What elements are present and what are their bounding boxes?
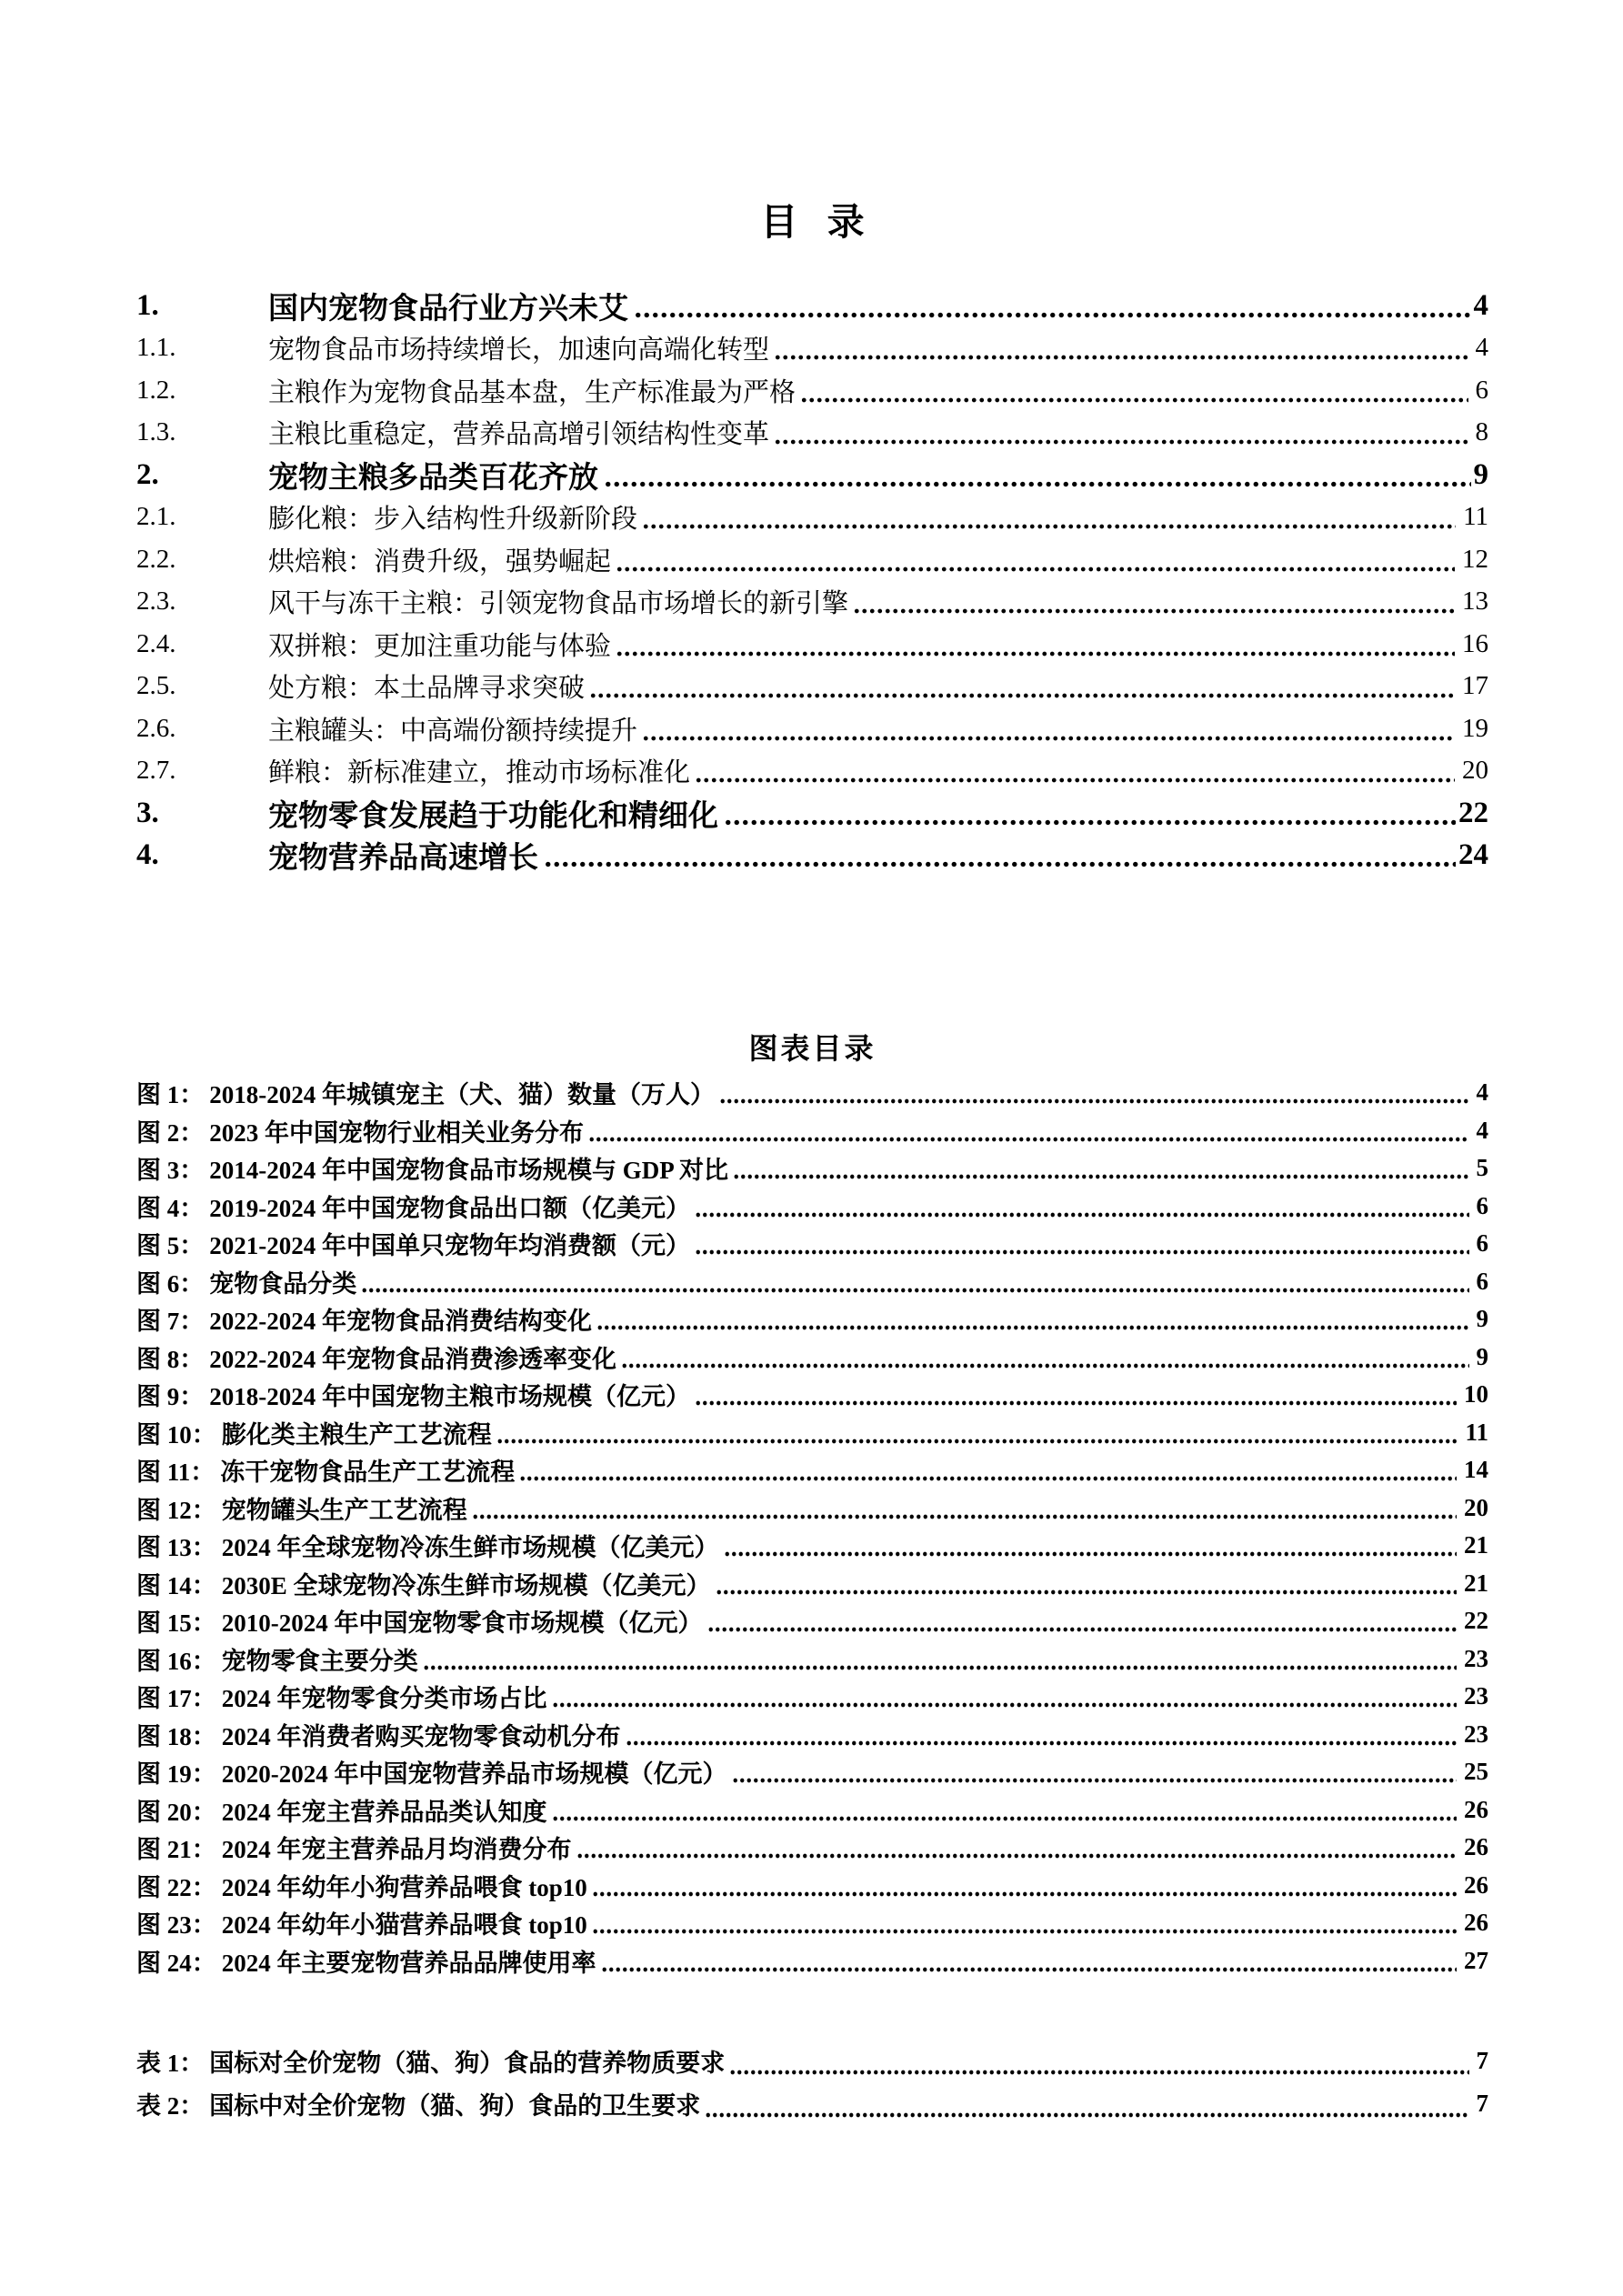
toc-entry-number: 4. [136, 838, 159, 872]
toc-entry[interactable] [136, 835, 1488, 877]
figure-entry-page: 26 [1464, 1833, 1488, 1861]
figure-entry[interactable] [136, 1565, 1488, 1603]
figure-entry-label: 2020-2024 年中国宠物营养品市场规模（亿元） [221, 1760, 727, 1789]
figure-entry[interactable] [136, 1300, 1488, 1338]
figure-entry-number: 图 5： [136, 1232, 205, 1260]
figure-entry-label: 宠物食品分类 [209, 1269, 357, 1298]
figure-entry-page: 23 [1464, 1719, 1488, 1748]
toc-entry-number: 2.3. [136, 587, 176, 617]
table-entry-page: 7 [1476, 2090, 1488, 2117]
figure-entry-page: 5 [1476, 1154, 1488, 1182]
figure-list [136, 1074, 1488, 1980]
dot-leader [601, 1942, 1458, 1980]
toc-page-title: 目 录 [760, 201, 865, 243]
figure-entry-page: 11 [1465, 1418, 1488, 1446]
figure-entry[interactable] [136, 1263, 1488, 1301]
toc-entry-label: 宠物零食发展趋于功能化和精细化 [268, 799, 718, 833]
figures-toc-title: 图表目录 [748, 1032, 877, 1065]
dot-leader [544, 835, 1456, 877]
toc-entry[interactable] [136, 327, 1488, 370]
figure-entry-number: 图 16： [136, 1647, 216, 1675]
dot-leader [423, 1640, 1457, 1679]
toc-entry-page: 4 [1475, 333, 1488, 363]
figure-entry[interactable] [136, 1112, 1488, 1150]
dot-leader [729, 2040, 1468, 2082]
toc-entry-page: 6 [1475, 375, 1488, 405]
figure-entry[interactable] [136, 1829, 1488, 1867]
toc-entry[interactable] [136, 750, 1488, 793]
figure-entry[interactable] [136, 1149, 1488, 1188]
dot-leader [592, 1904, 1457, 1942]
dot-leader [695, 1225, 1469, 1263]
toc-entry-label: 风干与冻干主粮：引领宠物食品市场增长的新引擎 [268, 589, 849, 619]
dot-leader [695, 750, 1455, 793]
toc-entry-label: 烘焙粮：消费升级，强势崛起 [268, 546, 612, 577]
toc-entry-number: 2. [136, 457, 159, 491]
toc-entry-label: 宠物食品市场持续增长，加速向高端化转型 [268, 336, 770, 366]
dot-leader [705, 2082, 1468, 2125]
figure-entry-label: 2022-2024 年宠物食品消费结构变化 [209, 1308, 592, 1336]
figure-entry-label: 2018-2024 年中国宠物主粮市场规模（亿元） [209, 1383, 690, 1411]
table-entry-number: 表 2： [136, 2092, 205, 2120]
toc-entry-number: 1.3. [136, 417, 176, 447]
figure-entry-label: 2030E 全球宠物冷冻生鲜市场规模（亿美元） [221, 1571, 711, 1599]
table-entry-label: 国标中对全价宠物（猫、狗）食品的卫生要求 [209, 2092, 701, 2120]
dot-leader [616, 538, 1455, 581]
toc-entry-page: 16 [1462, 628, 1488, 658]
toc-entry-number: 2.1. [136, 502, 176, 532]
figure-entry-label: 宠物零食主要分类 [221, 1647, 418, 1675]
figure-entry[interactable] [136, 1338, 1488, 1377]
toc-entry-label: 鲜粮：新标准建立，推动市场标准化 [268, 758, 691, 788]
toc-entry[interactable] [136, 623, 1488, 666]
figure-entry-page: 10 [1464, 1380, 1488, 1409]
dot-leader [519, 1451, 1457, 1489]
dot-leader [774, 327, 1468, 370]
dot-leader [732, 1753, 1458, 1791]
dot-leader [589, 666, 1455, 708]
dot-leader [472, 1489, 1457, 1528]
dot-leader [695, 1376, 1457, 1414]
dot-leader [626, 1716, 1458, 1754]
figure-entry-number: 图 17： [136, 1685, 216, 1713]
figure-entry-number: 图 23： [136, 1911, 216, 1940]
toc-entry-page: 13 [1462, 587, 1488, 617]
dot-leader [724, 792, 1456, 835]
figure-entry[interactable] [136, 1451, 1488, 1489]
toc-entry-number: 2.7. [136, 756, 176, 786]
figure-entry[interactable] [136, 1942, 1488, 1980]
dot-leader [496, 1414, 1458, 1452]
toc-entry-page: 24 [1458, 838, 1488, 872]
figure-entry[interactable] [136, 1602, 1488, 1640]
figure-entry[interactable] [136, 1716, 1488, 1754]
figure-entry-page: 26 [1464, 1795, 1488, 1823]
toc-entry-number: 2.5. [136, 671, 176, 701]
toc-entry[interactable] [136, 369, 1488, 412]
figure-entry-label: 2024 年消费者购买宠物零食动机分布 [221, 1722, 621, 1750]
figure-entry-page: 4 [1476, 1078, 1488, 1107]
dot-leader [361, 1263, 1468, 1301]
toc-entry-label: 国内宠物食品行业方兴未艾 [268, 292, 628, 326]
figure-entry-number: 图 9： [136, 1383, 205, 1411]
table-entry-label: 国标对全价宠物（猫、狗）食品的营养物质要求 [209, 2050, 726, 2077]
toc-entry-number: 2.4. [136, 628, 176, 658]
figure-entry-number: 图 2： [136, 1118, 205, 1147]
figure-entry-number: 图 1： [136, 1081, 205, 1109]
toc-entry-label: 主粮罐头：中高端份额持续提升 [268, 716, 638, 746]
figure-entry-label: 2024 年宠主营养品品类认知度 [221, 1798, 547, 1826]
figure-entry[interactable] [136, 1074, 1488, 1112]
figure-entry-page: 27 [1464, 1946, 1488, 1974]
figure-entry-number: 图 6： [136, 1269, 205, 1298]
toc-entry-page: 19 [1462, 713, 1488, 743]
figure-entry-number: 图 21： [136, 1836, 216, 1864]
figure-entry-label: 2024 年宠物零食分类市场占比 [221, 1685, 547, 1713]
figure-entry-page: 20 [1464, 1493, 1488, 1521]
figure-entry[interactable] [136, 1489, 1488, 1528]
figure-entry-page: 9 [1476, 1342, 1488, 1370]
figure-entry-page: 6 [1476, 1191, 1488, 1219]
figure-entry-number: 图 24： [136, 1949, 216, 1977]
figure-entry-label: 2021-2024 年中国单只宠物年均消费额（元） [209, 1232, 690, 1260]
figure-entry-page: 6 [1476, 1267, 1488, 1295]
toc-entry-label: 主粮比重稳定，营养品高增引领结构性变革 [268, 420, 770, 450]
figure-entry[interactable] [136, 1640, 1488, 1679]
toc-entry-page: 4 [1473, 288, 1488, 322]
figure-entry-number: 图 10： [136, 1420, 216, 1449]
toc-list [136, 285, 1488, 877]
toc-entry-page: 9 [1473, 457, 1488, 491]
figure-entry[interactable] [136, 1791, 1488, 1830]
toc-entry[interactable] [136, 581, 1488, 624]
toc-entry[interactable] [136, 454, 1488, 496]
figure-entry-label: 2024 年宠主营养品月均消费分布 [221, 1836, 572, 1864]
dot-leader [733, 1149, 1469, 1188]
dot-leader [552, 1791, 1458, 1830]
toc-entry-page: 20 [1462, 756, 1488, 786]
toc-entry-label: 宠物营养品高速增长 [268, 842, 538, 876]
figure-entry-label: 2018-2024 年城镇宠主（犬、猫）数量（万人） [209, 1081, 715, 1109]
figure-entry-label: 2024 年全球宠物冷冻生鲜市场规模（亿美元） [221, 1534, 719, 1562]
toc-entry-page: 17 [1462, 671, 1488, 701]
toc-entry-page: 11 [1463, 502, 1488, 532]
dot-leader [576, 1829, 1458, 1867]
figure-entry[interactable] [136, 1867, 1488, 1905]
figure-entry-number: 图 20： [136, 1798, 216, 1826]
toc-entry-page: 8 [1475, 417, 1488, 447]
figure-entry-label: 2022-2024 年宠物食品消费渗透率变化 [209, 1345, 616, 1373]
dot-leader [774, 412, 1468, 455]
dot-leader [621, 1338, 1469, 1377]
figure-entry-number: 图 13： [136, 1534, 216, 1562]
figure-entry-number: 图 8： [136, 1345, 205, 1373]
figure-entry-number: 图 22： [136, 1873, 216, 1901]
toc-entry-page: 22 [1458, 796, 1488, 829]
figure-entry-number: 图 4： [136, 1194, 205, 1222]
dot-leader [588, 1112, 1469, 1150]
figure-entry-number: 图 18： [136, 1722, 216, 1750]
figure-entry-label: 2024 年幼年小狗营养品喂食 top10 [221, 1873, 587, 1901]
toc-entry[interactable] [136, 538, 1488, 581]
toc-entry[interactable] [136, 496, 1488, 539]
toc-entry-label: 膨化粮：步入结构性升级新阶段 [268, 505, 638, 535]
figure-entry[interactable] [136, 1414, 1488, 1452]
figure-entry-label: 2024 年主要宠物营养品品牌使用率 [221, 1949, 596, 1977]
dot-leader [707, 1602, 1458, 1640]
toc-entry-label: 双拼粮：更加注重功能与体验 [268, 631, 612, 661]
figure-entry[interactable] [136, 1904, 1488, 1942]
figure-entry-number: 图 19： [136, 1760, 216, 1789]
figure-entry-page: 23 [1464, 1682, 1488, 1710]
dot-leader [642, 496, 1456, 539]
table-entry[interactable] [136, 2082, 1488, 2125]
toc-entry[interactable] [136, 412, 1488, 455]
figure-entry-label: 2024 年幼年小猫营养品喂食 top10 [221, 1911, 587, 1940]
figure-entry-number: 图 14： [136, 1571, 216, 1599]
dot-leader [642, 707, 1455, 750]
dot-leader [716, 1565, 1457, 1603]
figure-entry-number: 图 12： [136, 1496, 216, 1524]
dot-leader [634, 285, 1471, 327]
figure-entry[interactable] [136, 1678, 1488, 1716]
figure-entry-number: 图 3： [136, 1157, 205, 1185]
toc-entry[interactable] [136, 285, 1488, 327]
toc-entry-number: 1. [136, 288, 159, 322]
figure-entry-page: 21 [1464, 1531, 1488, 1559]
figure-entry-label: 2023 年中国宠物行业相关业务分布 [209, 1118, 584, 1147]
dot-leader [592, 1867, 1457, 1905]
figure-entry-page: 4 [1476, 1116, 1488, 1144]
dot-leader [724, 1527, 1458, 1565]
toc-entry-number: 1.2. [136, 375, 176, 405]
table-entry-number: 表 1： [136, 2050, 205, 2077]
toc-entry-number: 3. [136, 796, 159, 829]
figure-entry[interactable] [136, 1188, 1488, 1226]
table-entry[interactable] [136, 2040, 1488, 2082]
dot-leader [552, 1678, 1458, 1716]
figure-entry-page: 6 [1476, 1229, 1488, 1258]
figure-entry-label: 2019-2024 年中国宠物食品出口额（亿美元） [209, 1194, 690, 1222]
figure-entry-page: 14 [1464, 1456, 1488, 1484]
toc-entry-page: 12 [1462, 544, 1488, 574]
figure-entry-label: 宠物罐头生产工艺流程 [221, 1496, 467, 1524]
toc-entry-number: 2.2. [136, 544, 176, 574]
figure-entry-number: 图 11： [136, 1459, 215, 1487]
toc-entry[interactable] [136, 792, 1488, 835]
figure-entry-page: 9 [1476, 1305, 1488, 1333]
dot-leader [596, 1300, 1469, 1338]
toc-entry-label: 宠物主粮多品类百花齐放 [268, 461, 598, 495]
figure-entry-page: 21 [1464, 1569, 1488, 1597]
dot-leader [853, 581, 1455, 624]
toc-entry-number: 1.1. [136, 333, 176, 363]
figure-entry[interactable] [136, 1225, 1488, 1263]
toc-entry[interactable] [136, 666, 1488, 708]
figure-entry-page: 26 [1464, 1870, 1488, 1899]
dot-leader [800, 369, 1468, 412]
figure-entry-label: 2010-2024 年中国宠物零食市场规模（亿元） [221, 1609, 703, 1638]
dot-leader [616, 623, 1455, 666]
table-list [136, 2040, 1488, 2125]
dot-leader [719, 1074, 1469, 1112]
figure-entry[interactable] [136, 1376, 1488, 1414]
toc-entry-label: 主粮作为宠物食品基本盘，生产标准最为严格 [268, 377, 796, 407]
figure-entry-number: 图 7： [136, 1308, 205, 1336]
dot-leader [604, 454, 1471, 496]
toc-entry-number: 2.6. [136, 713, 176, 743]
figure-entry-page: 25 [1464, 1758, 1488, 1786]
table-entry-page: 7 [1476, 2047, 1488, 2074]
toc-entry[interactable] [136, 707, 1488, 750]
toc-entry-label: 处方粮：本土品牌寻求突破 [268, 674, 586, 704]
figure-entry-page: 23 [1464, 1644, 1488, 1672]
figure-entry[interactable] [136, 1527, 1488, 1565]
figure-entry-page: 26 [1464, 1909, 1488, 1937]
figure-entry-label: 冻干宠物食品生产工艺流程 [220, 1459, 516, 1487]
figure-entry-label: 膨化类主粮生产工艺流程 [221, 1420, 492, 1449]
figure-entry-number: 图 15： [136, 1609, 216, 1638]
figure-entry-label: 2014-2024 年中国宠物食品市场规模与 GDP 对比 [209, 1157, 728, 1185]
figure-entry[interactable] [136, 1753, 1488, 1791]
dot-leader [695, 1188, 1469, 1226]
figure-entry-page: 22 [1464, 1607, 1488, 1635]
